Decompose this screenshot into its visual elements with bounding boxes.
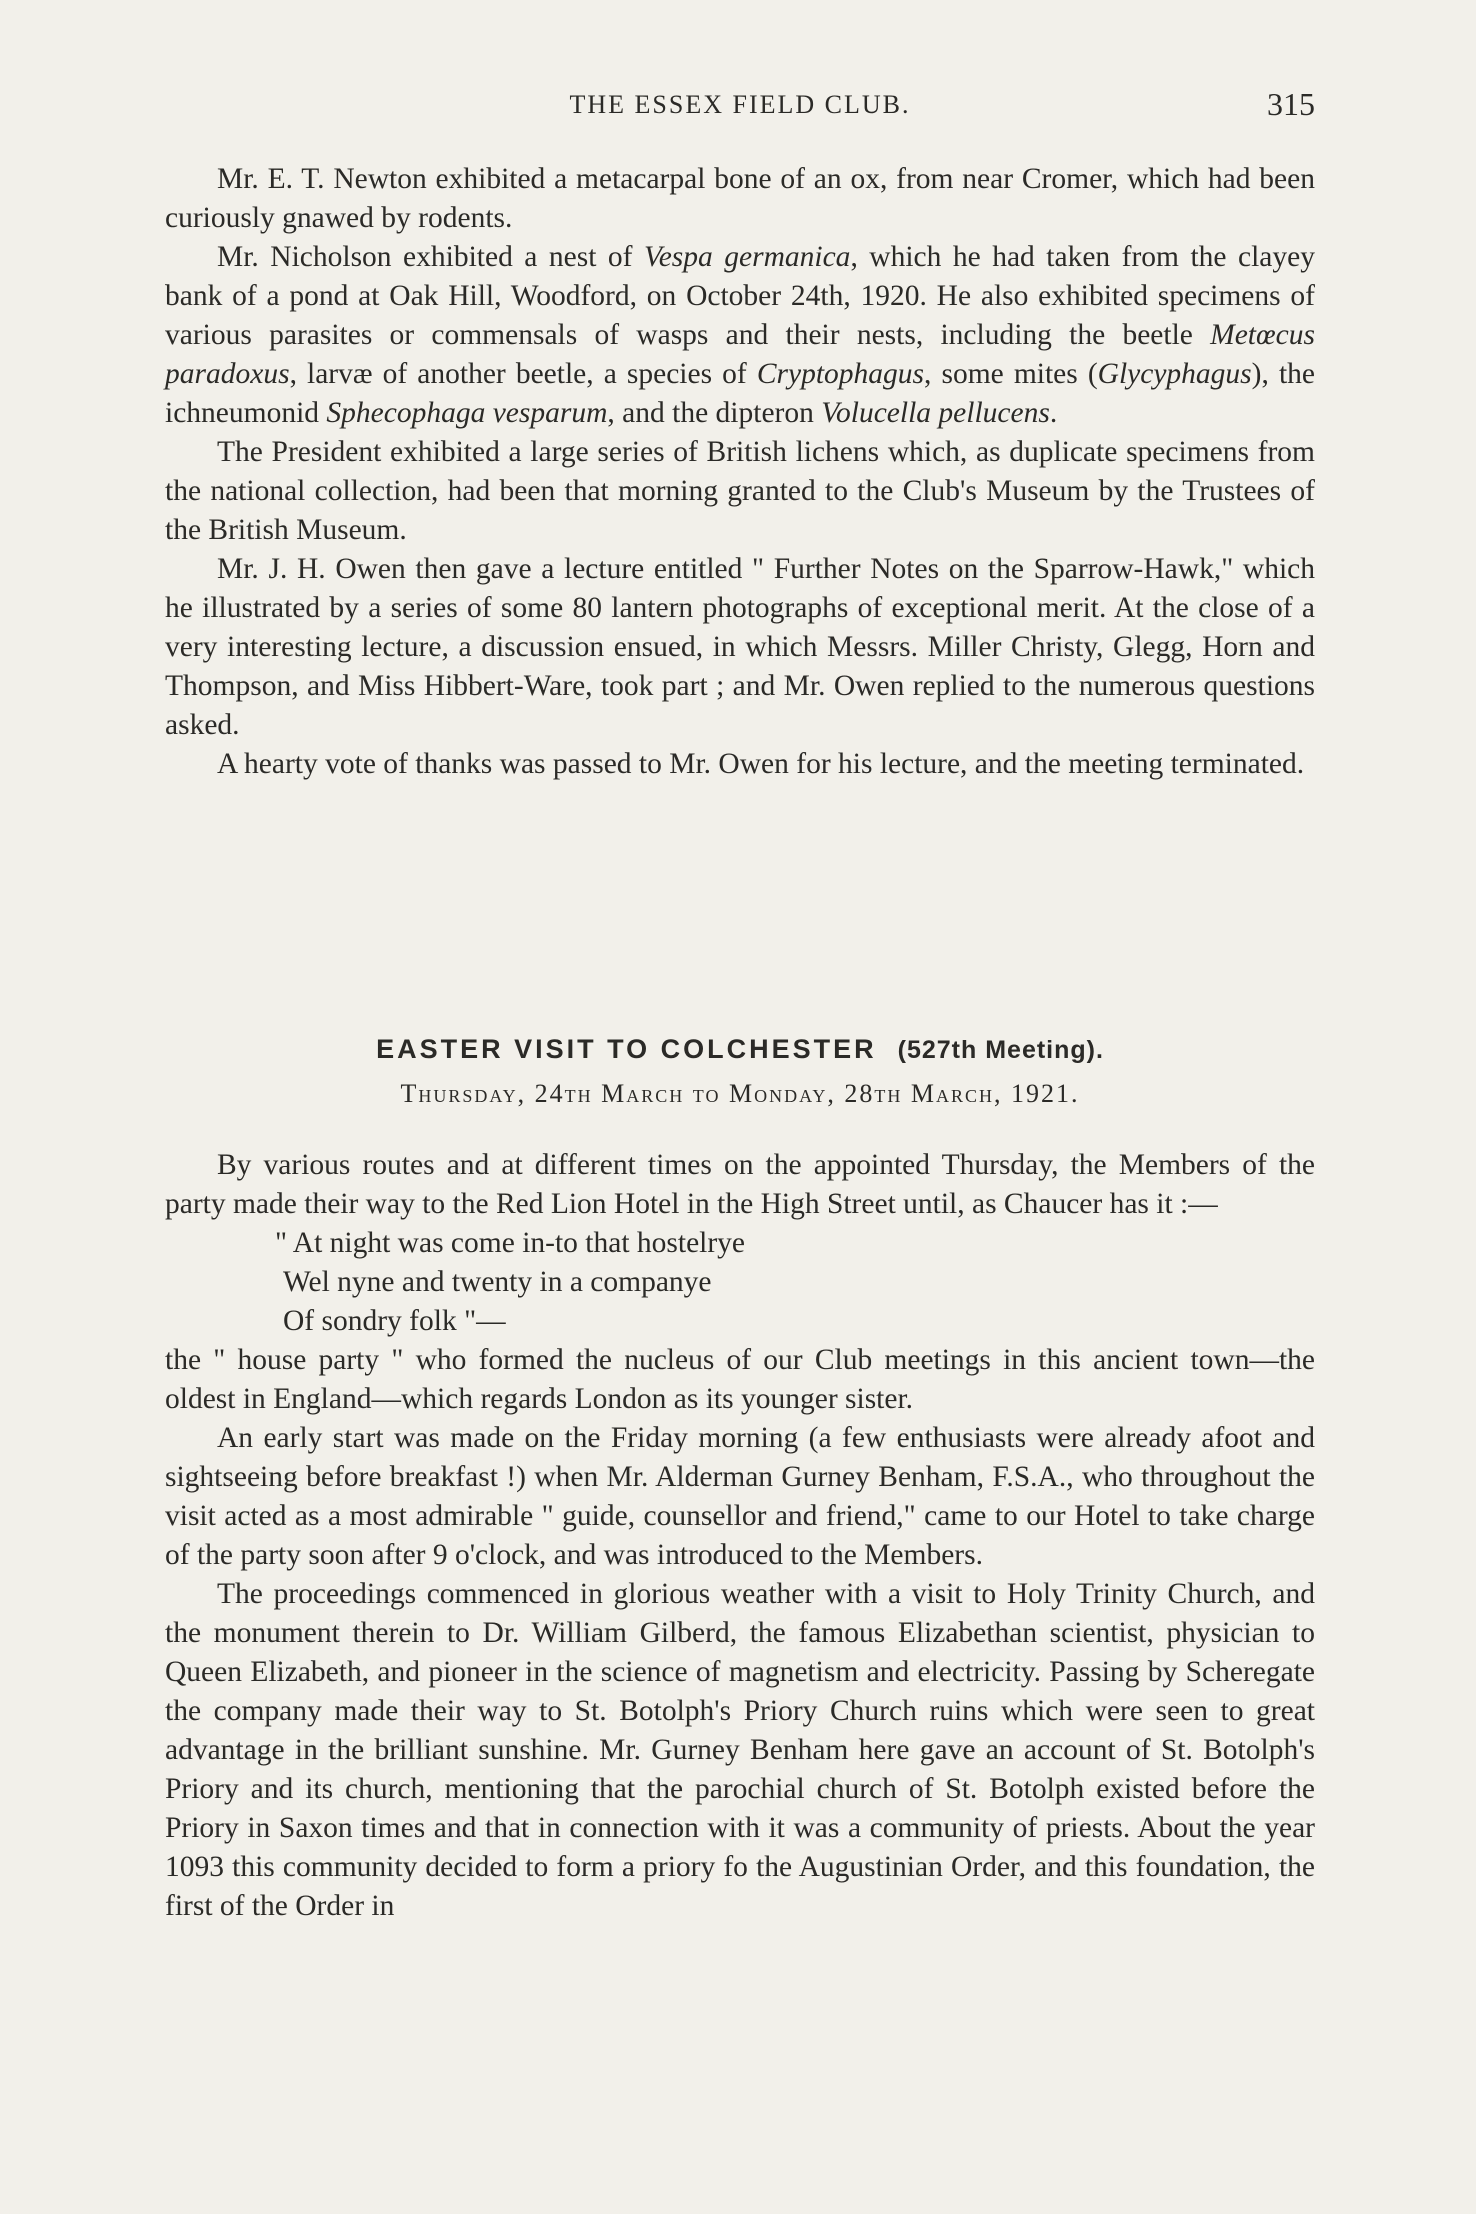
paragraph-newton: Mr. E. T. Newton exhibited a metacarpal bone of an ox, from near Cromer, which had been curiously gnawed by rodents. — [165, 163, 1315, 234]
nicholson-text-5: ), the ichneumonid — [165, 358, 1315, 429]
meeting-number: (527th Meeting). — [897, 1036, 1104, 1064]
species-volucella-pellucens: Volucella pellucens — [821, 397, 1050, 429]
nicholson-text-3: , larvæ of another beetle, a species of — [289, 358, 757, 390]
top-text-block — [165, 160, 1315, 784]
section-title-text: EASTER VISIT TO COLCHESTER — [376, 1034, 877, 1064]
verse-line: " At night was come in-to that hostelrye — [275, 1227, 746, 1259]
page-number: 315 — [1267, 86, 1315, 122]
nicholson-text-6: , and the dipteron — [607, 397, 822, 429]
section-title — [165, 1034, 1315, 1065]
nicholson-text-7: . — [1049, 397, 1058, 429]
paragraph-vote-of-thanks: A hearty vote of thanks was passed to Mr. Owen for his lecture, and the meeting terminated. — [217, 748, 1305, 780]
section-heading — [165, 1034, 1315, 1109]
nicholson-text-4: , some mites ( — [924, 358, 1098, 390]
paragraph-proceedings: The proceedings commenced in glorious weather with a visit to Holy Trinity Church, and the monument therein to Dr. William Gilberd, the famous Elizabethan scientist, physician to Queen Elizabeth, and pioneer in the science of magnetism and electricity. Passing by Scheregate the company made their way to St. Botolph's Priory Church ruins which were seen to great advantage in the brilliant sunshine. Mr. Gurney Benham here gave an account of St. Botolph's Priory and its church, mentioning that the parochial church of St. Botolph existed before the Priory in Saxon times and that in connection with it was a community of priests. About the year 1093 this community decided to form a priory fo the Augustinian Order, and this foundation, the first of the Order in — [165, 1578, 1315, 1922]
genus-cryptophagus: Cryptophagus — [756, 358, 925, 390]
paragraph-house-party: the " house party " who formed the nucleus of our Club meetings in this ancient town—the oldest in England—which regards London as its younger sister. — [165, 1344, 1315, 1415]
species-metoecus-paradoxus: Metœcus paradoxus — [165, 319, 1315, 390]
paragraph-president: The President exhibited a large series of British lichens which, as duplicate specimens from the national collection, had been that morning granted to the Club's Museum by the Trustees of the British Museum. — [165, 436, 1315, 546]
nicholson-text-1: Mr. Nicholson exhibited a nest of — [217, 241, 644, 273]
section-date: Thursday, 24th March to Monday, 28th March, 1921. — [400, 1079, 1080, 1108]
chaucer-quote — [265, 1224, 1315, 1341]
running-title: THE ESSEX FIELD CLUB. — [569, 90, 911, 119]
verse-line: Of sondry folk "— — [283, 1305, 506, 1337]
species-sphecophaga-vesparum: Sphecophaga vesparum — [326, 397, 608, 429]
paragraph-owen-lecture: Mr. J. H. Owen then gave a lecture entitled " Further Notes on the Sparrow-Hawk," which he illustrated by a series of some 80 lantern photographs of exceptional merit. At the close of a very interesting lecture, a discussion ensued, in which Messrs. Miller Christy, Glegg, Horn and Thompson, and Miss Hibbert-Ware, took part ; and Mr. Owen replied to the numerous questions asked. — [165, 553, 1315, 741]
nicholson-text-2: , which he had taken from the clayey bank of a pond at Oak Hill, Woodford, on October 24th, 1920. He also exhibited specimens of various parasites or commensals of wasps and their nests, including the beetle — [165, 241, 1315, 351]
paragraph-early-start: An early start was made on the Friday morning (a few enthusiasts were already afoot and sightseeing before breakfast !) when Mr. Alderman Gurney Benham, F.S.A., who throughout the visit acted as a most admirable " guide, counsellor and friend," came to our Hotel to take charge of the party soon after 9 o'clock, and was introduced to the Members. — [165, 1422, 1315, 1571]
species-vespa-germanica: Vespa germanica — [643, 241, 851, 273]
genus-glycyphagus: Glycyphagus — [1097, 358, 1252, 390]
paragraph-nicholson — [165, 238, 1315, 433]
running-head — [165, 88, 1315, 128]
verse-line: Wel nyne and twenty in a companye — [283, 1266, 712, 1298]
section-text-block — [165, 1146, 1315, 1926]
paragraph-intro: By various routes and at different times on the appointed Thursday, the Members of the party made their way to the Red Lion Hotel in the High Street until, as Chaucer has it :— — [165, 1149, 1315, 1220]
